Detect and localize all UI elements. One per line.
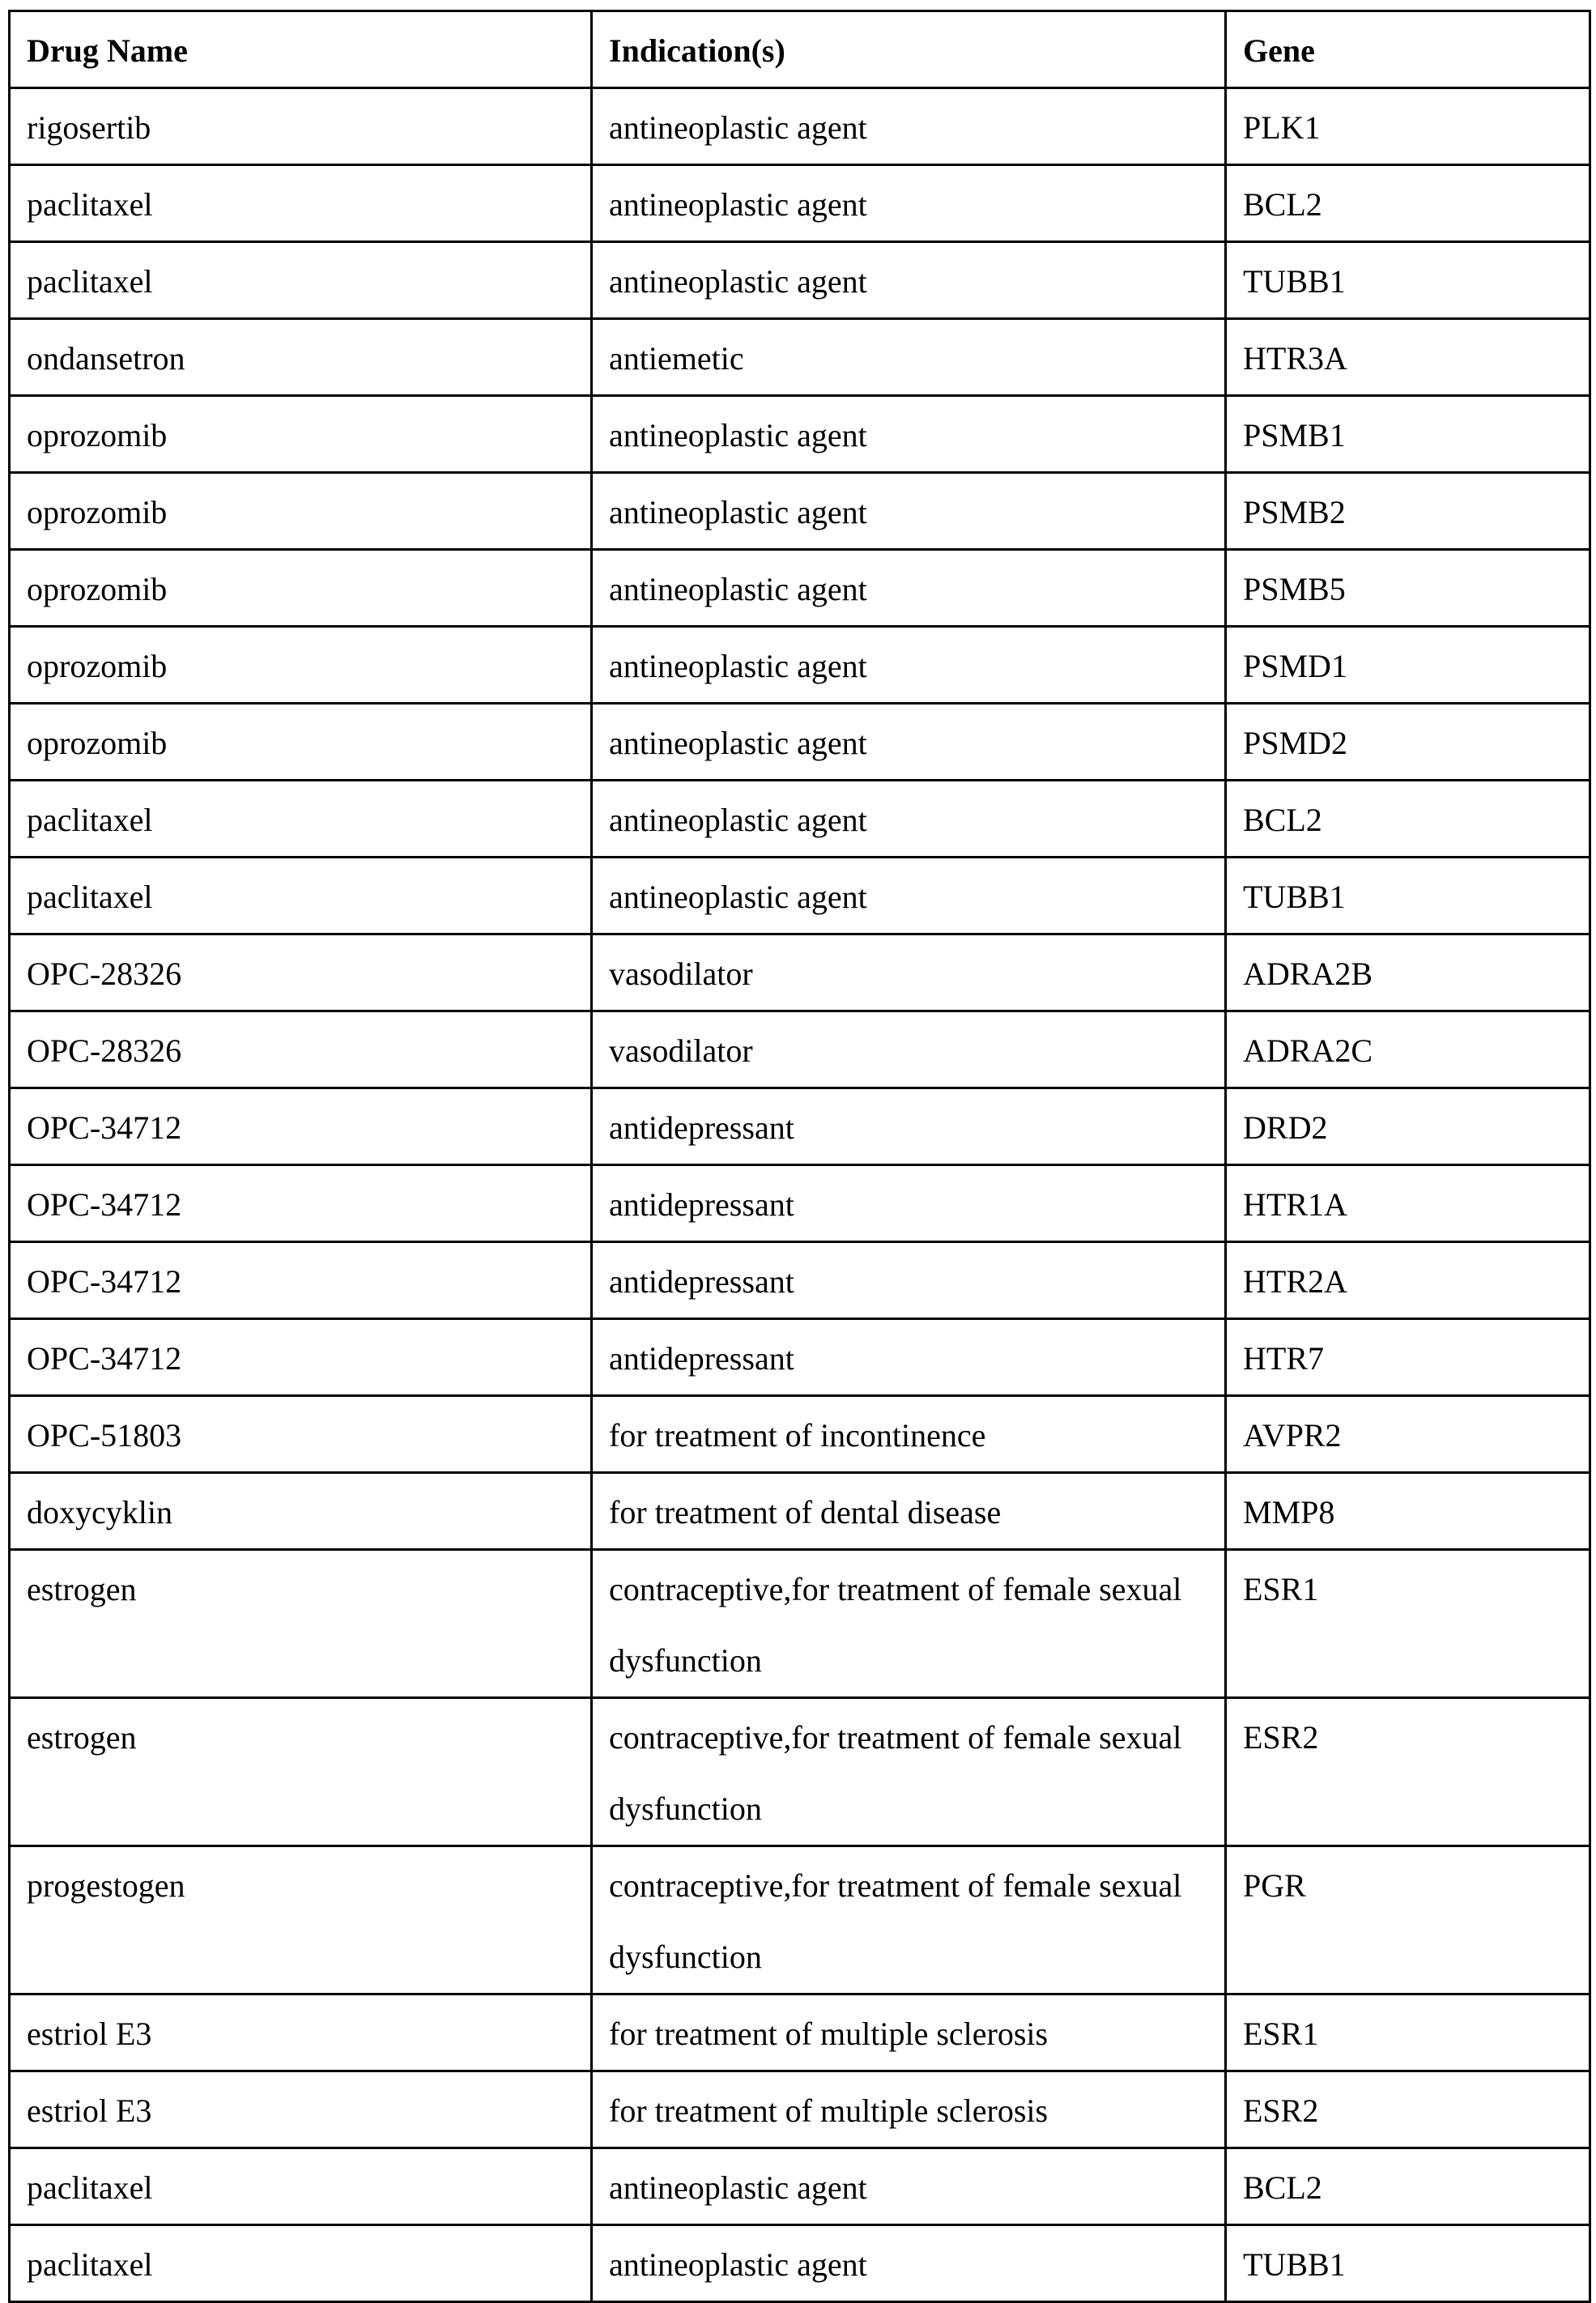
drug-name-cell: oprozomib	[10, 704, 592, 781]
gene-cell: BCL2	[1226, 165, 1590, 242]
table-row	[10, 1550, 1590, 1698]
table-row	[10, 1319, 1590, 1396]
indication-cell: for treatment of incontinence	[592, 1396, 1226, 1473]
drug-name-cell: progestogen	[10, 1846, 592, 1994]
drug-name-cell: paclitaxel	[10, 2148, 592, 2225]
drug-name-cell: OPC-34712	[10, 1165, 592, 1242]
table-row	[10, 550, 1590, 627]
drug-name-cell: doxycyklin	[10, 1473, 592, 1550]
gene-cell: PSMB1	[1226, 396, 1590, 473]
table-row	[10, 627, 1590, 704]
gene-cell: HTR2A	[1226, 1242, 1590, 1319]
indication-cell: contraceptive,for treatment of female sexual dysfunction	[592, 1698, 1226, 1846]
gene-cell: TUBB1	[1226, 858, 1590, 934]
table-row	[10, 242, 1590, 319]
indication-cell: antineoplastic agent	[592, 550, 1226, 627]
header-gene: Gene	[1226, 11, 1590, 88]
gene-cell: PLK1	[1226, 88, 1590, 165]
drug-name-cell: paclitaxel	[10, 242, 592, 319]
table-row	[10, 396, 1590, 473]
indication-cell: antineoplastic agent	[592, 704, 1226, 781]
indication-cell: antineoplastic agent	[592, 396, 1226, 473]
indication-cell: antineoplastic agent	[592, 2148, 1226, 2225]
gene-cell: PSMB5	[1226, 550, 1590, 627]
gene-cell: PSMD1	[1226, 627, 1590, 704]
indication-cell: antineoplastic agent	[592, 627, 1226, 704]
indication-cell: antineoplastic agent	[592, 2225, 1226, 2302]
drug-name-cell: estrogen	[10, 1550, 592, 1698]
gene-cell: PGR	[1226, 1846, 1590, 1994]
table-row	[10, 2225, 1590, 2302]
gene-cell: BCL2	[1226, 781, 1590, 858]
table-row	[10, 1396, 1590, 1473]
indication-cell: antiemetic	[592, 319, 1226, 396]
table-row	[10, 165, 1590, 242]
gene-cell: ESR1	[1226, 1550, 1590, 1698]
drug-gene-table	[8, 10, 1591, 2303]
gene-cell: ADRA2B	[1226, 934, 1590, 1011]
gene-cell: BCL2	[1226, 2148, 1590, 2225]
table-row	[10, 319, 1590, 396]
table-row	[10, 781, 1590, 858]
table-row	[10, 1994, 1590, 2071]
indication-cell: antineoplastic agent	[592, 473, 1226, 550]
indication-cell: antineoplastic agent	[592, 242, 1226, 319]
indication-cell: antidepressant	[592, 1319, 1226, 1396]
gene-cell: PSMD2	[1226, 704, 1590, 781]
gene-cell: PSMB2	[1226, 473, 1590, 550]
table-row	[10, 1088, 1590, 1165]
gene-cell: HTR1A	[1226, 1165, 1590, 1242]
header-indications: Indication(s)	[592, 11, 1226, 88]
drug-name-cell: OPC-34712	[10, 1088, 592, 1165]
indication-cell: for treatment of multiple sclerosis	[592, 1994, 1226, 2071]
indication-cell: antidepressant	[592, 1165, 1226, 1242]
indication-cell: contraceptive,for treatment of female sexual dysfunction	[592, 1550, 1226, 1698]
gene-cell: MMP8	[1226, 1473, 1590, 1550]
table-row	[10, 1011, 1590, 1088]
table-header-row	[10, 11, 1590, 88]
table-row	[10, 1473, 1590, 1550]
gene-cell: ADRA2C	[1226, 1011, 1590, 1088]
drug-name-cell: OPC-28326	[10, 1011, 592, 1088]
drug-name-cell: paclitaxel	[10, 165, 592, 242]
indication-cell: antineoplastic agent	[592, 88, 1226, 165]
table-row	[10, 934, 1590, 1011]
gene-cell: ESR1	[1226, 1994, 1590, 2071]
indication-cell: antineoplastic agent	[592, 165, 1226, 242]
table-row	[10, 1846, 1590, 1994]
gene-cell: HTR7	[1226, 1319, 1590, 1396]
indication-cell: for treatment of multiple sclerosis	[592, 2071, 1226, 2148]
drug-name-cell: estrogen	[10, 1698, 592, 1846]
indication-cell: vasodilator	[592, 1011, 1226, 1088]
table-row	[10, 2071, 1590, 2148]
indication-cell: antidepressant	[592, 1088, 1226, 1165]
drug-name-cell: OPC-51803	[10, 1396, 592, 1473]
drug-name-cell: ondansetron	[10, 319, 592, 396]
indication-cell: vasodilator	[592, 934, 1226, 1011]
table-row	[10, 88, 1590, 165]
drug-name-cell: OPC-34712	[10, 1242, 592, 1319]
indication-cell: antidepressant	[592, 1242, 1226, 1319]
table-row	[10, 1165, 1590, 1242]
table-row	[10, 473, 1590, 550]
indication-cell: antineoplastic agent	[592, 858, 1226, 934]
drug-name-cell: OPC-34712	[10, 1319, 592, 1396]
drug-name-cell: oprozomib	[10, 627, 592, 704]
indication-cell: antineoplastic agent	[592, 781, 1226, 858]
gene-cell: ESR2	[1226, 2071, 1590, 2148]
gene-cell: ESR2	[1226, 1698, 1590, 1846]
indication-cell: for treatment of dental disease	[592, 1473, 1226, 1550]
header-drug-name: Drug Name	[10, 11, 592, 88]
table-row	[10, 704, 1590, 781]
drug-name-cell: estriol E3	[10, 2071, 592, 2148]
drug-name-cell: paclitaxel	[10, 781, 592, 858]
gene-cell: HTR3A	[1226, 319, 1590, 396]
table-row	[10, 1698, 1590, 1846]
drug-name-cell: OPC-28326	[10, 934, 592, 1011]
table-row	[10, 1242, 1590, 1319]
drug-name-cell: estriol E3	[10, 1994, 592, 2071]
drug-name-cell: oprozomib	[10, 473, 592, 550]
gene-cell: TUBB1	[1226, 242, 1590, 319]
gene-cell: TUBB1	[1226, 2225, 1590, 2302]
gene-cell: AVPR2	[1226, 1396, 1590, 1473]
drug-name-cell: paclitaxel	[10, 858, 592, 934]
gene-cell: DRD2	[1226, 1088, 1590, 1165]
drug-name-cell: oprozomib	[10, 396, 592, 473]
drug-name-cell: oprozomib	[10, 550, 592, 627]
drug-name-cell: paclitaxel	[10, 2225, 592, 2302]
drug-name-cell: rigosertib	[10, 88, 592, 165]
table-row	[10, 858, 1590, 934]
indication-cell: contraceptive,for treatment of female sexual dysfunction	[592, 1846, 1226, 1994]
